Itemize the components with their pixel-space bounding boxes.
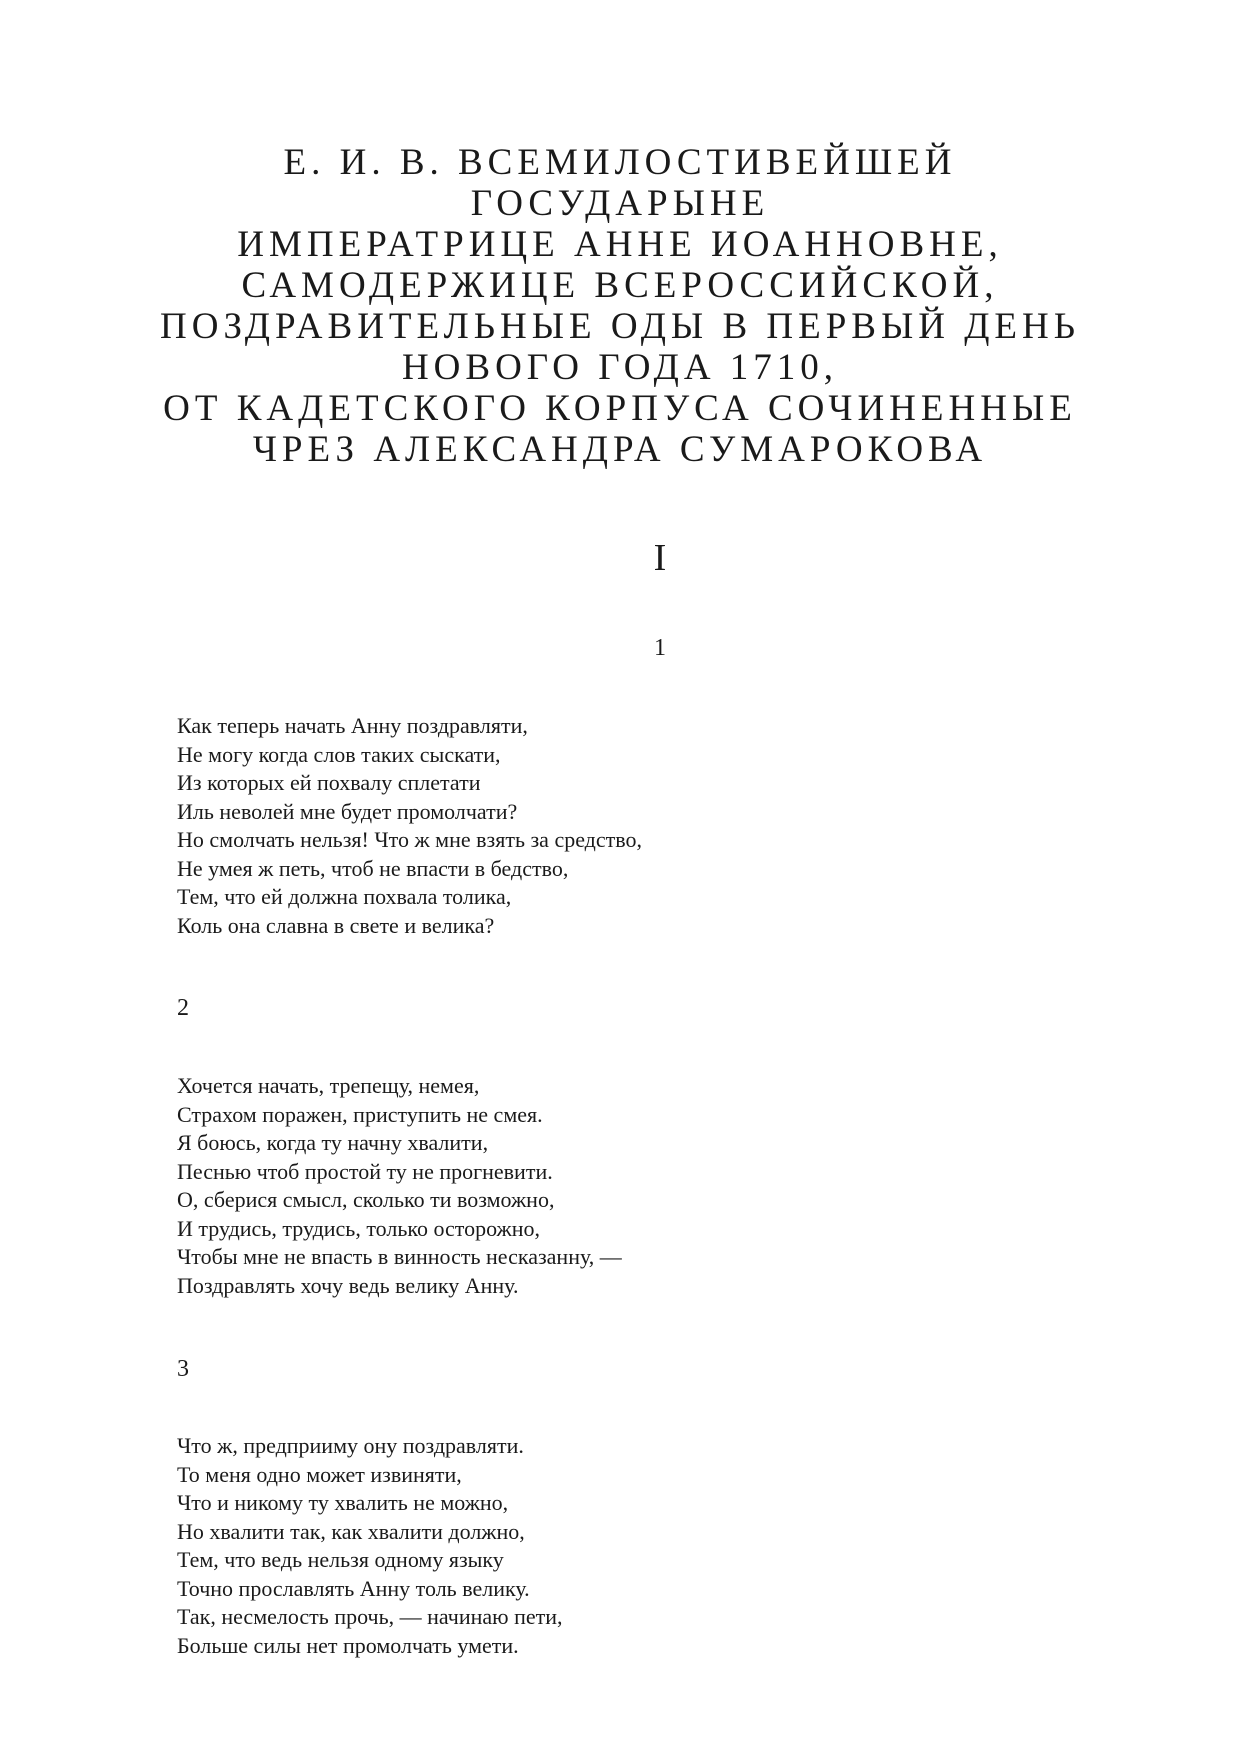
title-line: ГОСУДАРЫНЕ [470, 183, 770, 224]
stanza-number: 2 [177, 995, 189, 1021]
verse-line: Чтобы мне не впасть в винность несказанну, — [177, 1244, 622, 1269]
title-line: НОВОГО ГОДА 1710, [401, 347, 839, 388]
verse-line: О, сберися смысл, сколько ти возможно, [177, 1187, 555, 1212]
verse-line: То меня одно может извиняти, [177, 1461, 462, 1487]
verse-line: Из которых ей похвалу сплетати [177, 770, 481, 795]
verse-line: Хочется начать, трепещу, немея, [177, 1073, 480, 1098]
verse-line: Как теперь начать Анну поздравляти, [177, 713, 528, 738]
verse-line: Коль она славна в свете и велика? [177, 912, 495, 938]
title-line: Е. И. В. ВСЕМИЛОСТИВЕЙШЕЙ [283, 142, 957, 183]
part-numeral: I [653, 537, 667, 579]
verse-line: Иль неволей мне будет промолчати? [177, 798, 518, 824]
verse-line: Больше силы нет промолчать умети. [177, 1632, 519, 1658]
verse-line: Не умея ж петь, чтоб не впасти в бедство, [177, 855, 569, 881]
verse-line: Точно прославлять Анну толь велику. [177, 1575, 530, 1601]
stanza [177, 1432, 1077, 1660]
title-line: ПОЗДРАВИТЕЛЬНЫЕ ОДЫ В ПЕРВЫЙ ДЕНЬ [160, 306, 1080, 347]
title-line: САМОДЕРЖИЦЕ ВСЕРОССИЙСКОЙ, [241, 265, 999, 306]
stanza [177, 712, 1077, 940]
verse-line: Но хвалити так, как хвалити должно, [177, 1518, 525, 1544]
verse-line: Песнью чтоб простой ту не прогневити. [177, 1158, 553, 1184]
verse-line: Но смолчать нельзя! Что ж мне взять за средство, [177, 827, 642, 852]
verse-line: Тем, что ей должна похвала толика, [177, 884, 512, 909]
title-line: ЧРЕЗ АЛЕКСАНДРА СУМАРОКОВА [252, 429, 988, 470]
verse-line: Что ж, предприиму ону поздравляти. [177, 1433, 524, 1458]
stanza [177, 1072, 1077, 1300]
stanza-number: 1 [654, 635, 666, 661]
verse-line: И трудись, трудись, только осторожно, [177, 1215, 541, 1241]
stanza-number: 3 [177, 1356, 189, 1382]
verse-line: Поздравлять хочу ведь велику Анну. [177, 1272, 519, 1298]
verse-line: Так, несмелость прочь, — начинаю пети, [177, 1604, 563, 1629]
verse-line: Что и никому ту хвалить не можно, [177, 1490, 509, 1515]
verse-line: Я боюсь, когда ту начну хвалити, [177, 1130, 489, 1155]
verse-line: Тем, что ведь нельзя одному языку [177, 1547, 504, 1572]
verse-line: Не могу когда слов таких сыскати, [177, 741, 501, 767]
page-title [120, 142, 1120, 470]
title-line: ОТ КАДЕТСКОГО КОРПУСА СОЧИНЕННЫЕ [163, 388, 1077, 429]
verse-line: Страхом поражен, приступить не смея. [177, 1101, 543, 1127]
title-line: ИМПЕРАТРИЦЕ АННЕ ИОАННОВНЕ, [237, 224, 1003, 265]
